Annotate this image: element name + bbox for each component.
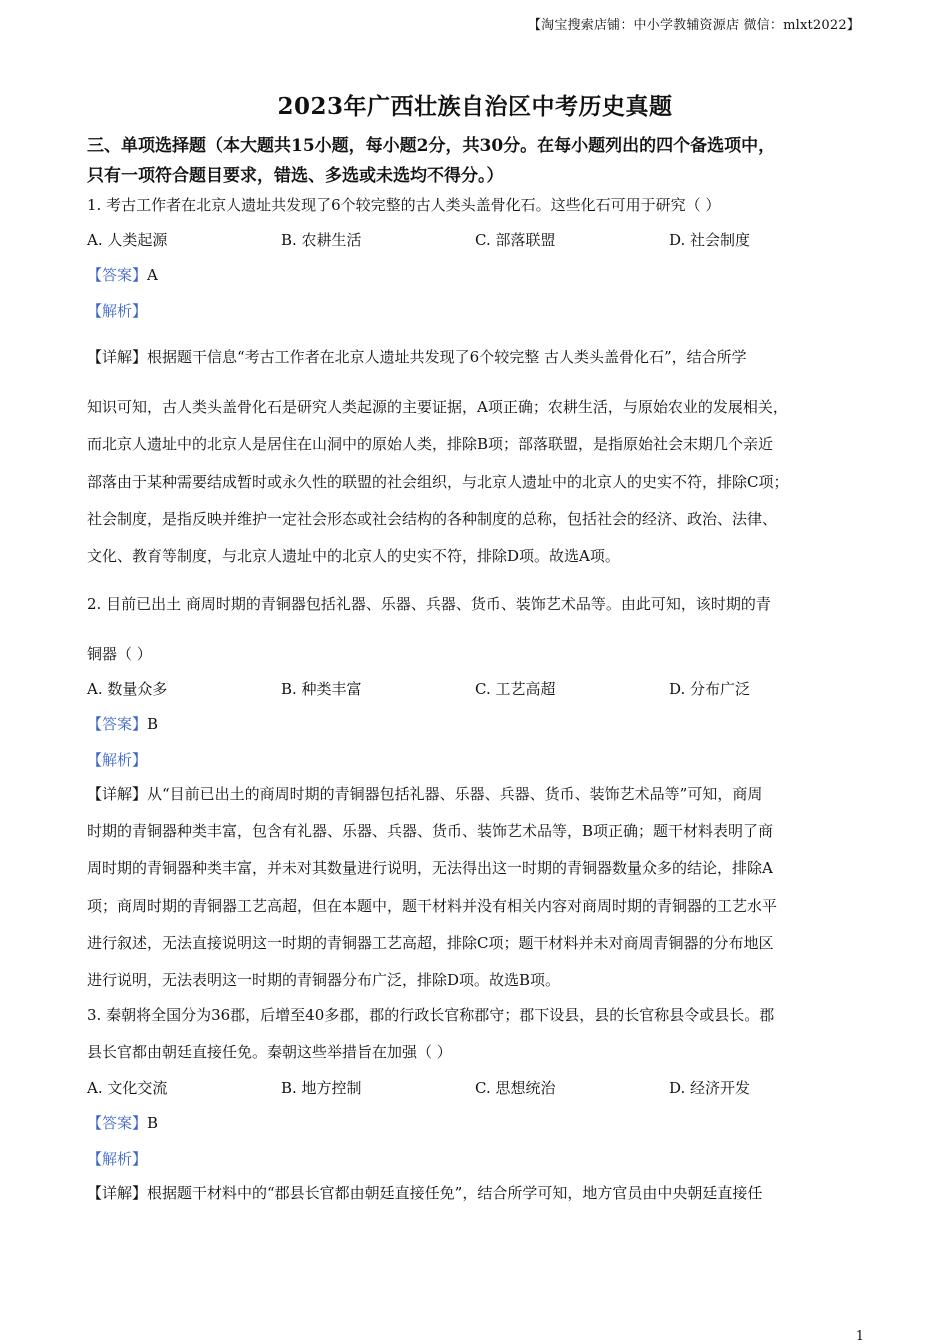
q1-answer-label: 【答案】 — [87, 266, 148, 284]
q1-answer — [87, 264, 867, 286]
q3-stem-line-2: 县长官都由朝廷直接任免。秦朝这些举措旨在加强（ ） — [87, 1043, 452, 1061]
q2-analysis-label: 【解析】 — [87, 751, 148, 769]
header-note: 【淘宝搜索店铺：中小学教辅资源店 微信：mlxt2022】 — [527, 18, 860, 33]
q1-analysis-label: 【解析】 — [87, 302, 148, 320]
q2-option-b: B. 种类丰富 — [281, 680, 362, 698]
q2-detail-line-6: 进行说明，无法表明这一时期的青铜器分布广泛，排除D项。故选B项。 — [87, 971, 561, 989]
q1-option-b: B. 农耕生活 — [281, 231, 362, 249]
q3-answer-value: B — [147, 1114, 159, 1132]
q1-detail-line-5: 社会制度，是指反映并维护一定社会形态或社会结构的各种制度的总称，包括社会的经济、政治、法律、 — [87, 510, 778, 528]
q3-analysis-label: 【解析】 — [87, 1150, 148, 1168]
q3-stem-line-1: 3. 秦朝将全国分为36郡，后增至40多郡，郡的行政长官称郡守；郡下设县，县的长官称县令或县长。郡 — [87, 1006, 775, 1024]
q2-detail-line-1: 【详解】从“目前已出土的商周时期的青铜器包括礼器、乐器、兵器、货币、装饰艺术品等”可知，商周 — [87, 785, 763, 803]
q2-stem-line-2: 铜器（ ） — [87, 645, 152, 663]
q1-detail-line-2: 知识可知，古人类头盖骨化石是研究人类起源的主要证据，A项正确；农耕生活，与原始农业的发展相关， — [87, 398, 788, 416]
q1-detail-line-1: 【详解】根据题干信息“考古工作者在北京人遗址共发现了6个较完整 古人类头盖骨化石”，结合所学 — [87, 348, 747, 366]
q1-stem: 1. 考古工作者在北京人遗址共发现了6个较完整的古人类头盖骨化石。这些化石可用于研究（ ） — [87, 196, 721, 214]
q3-option-d: D. 经济开发 — [669, 1079, 751, 1097]
q2-detail-line-2: 时期的青铜器种类丰富，包含有礼器、乐器、兵器、货币、装饰艺术品等，B项正确；题干材料表明了商 — [87, 822, 774, 840]
q2-option-d: D. 分布广泛 — [669, 680, 751, 698]
q3-answer-label: 【答案】 — [87, 1114, 148, 1132]
q3-answer — [87, 1112, 867, 1134]
q2-stem-line-1: 2. 目前已出土 商周时期的青铜器包括礼器、乐器、兵器、货币、装饰艺术品等。由此可知，该时期的青 — [87, 595, 771, 613]
page-number: 1 — [855, 1329, 864, 1344]
q2-answer-label: 【答案】 — [87, 715, 148, 733]
q1-detail-line-6: 文化、教育等制度，与北京人遗址中的北京人的史实不符，排除D项。故选A项。 — [87, 547, 620, 565]
q1-option-a: A. 人类起源 — [87, 231, 168, 249]
q1-answer-value: A — [147, 266, 158, 284]
section-heading-line-1: 三、单项选择题（本大题共15小题，每小题2分，共30分。在每小题列出的四个备选项中， — [87, 136, 776, 156]
q2-option-a: A. 数量众多 — [87, 680, 168, 698]
q3-option-b: B. 地方控制 — [281, 1079, 362, 1097]
q3-option-a: A. 文化交流 — [87, 1079, 168, 1097]
section-heading-line-2: 只有一项符合题目要求，错选、多选或未选均不得分。） — [87, 166, 504, 186]
page-title: 2023年广西壮族自治区中考历史真题 — [277, 93, 673, 120]
q2-answer-value: B — [147, 715, 159, 733]
q1-option-c: C. 部落联盟 — [475, 231, 556, 249]
q3-detail-line-1: 【详解】根据题干材料中的“郡县长官都由朝廷直接任免”，结合所学可知，地方官员由中央朝廷直接任 — [87, 1184, 763, 1202]
q1-detail-line-4: 部落由于某种需要结成暂时或永久性的联盟的社会组织，与北京人遗址中的北京人的史实不符，排除C项； — [87, 473, 789, 491]
q2-detail-line-4: 项；商周时期的青铜器工艺高超，但在本题中，题干材料并没有相关内容对商周时期的青铜器的工艺水平 — [87, 897, 778, 915]
q1-detail-line-3: 而北京人遗址中的北京人是居住在山洞中的原始人类，排除B项；部落联盟，是指原始社会末期几个亲近 — [87, 435, 774, 453]
q2-detail-line-3: 周时期的青铜器种类丰富，并未对其数量进行说明，无法得出这一时期的青铜器数量众多的结论，排除A — [87, 859, 773, 877]
q3-option-c: C. 思想统治 — [475, 1079, 556, 1097]
q2-answer — [87, 713, 867, 735]
q2-detail-line-5: 进行叙述，无法直接说明这一时期的青铜器工艺高超，排除C项；题干材料并未对商周青铜器的分布地区 — [87, 934, 774, 952]
q2-option-c: C. 工艺高超 — [475, 680, 556, 698]
q1-option-d: D. 社会制度 — [669, 231, 751, 249]
